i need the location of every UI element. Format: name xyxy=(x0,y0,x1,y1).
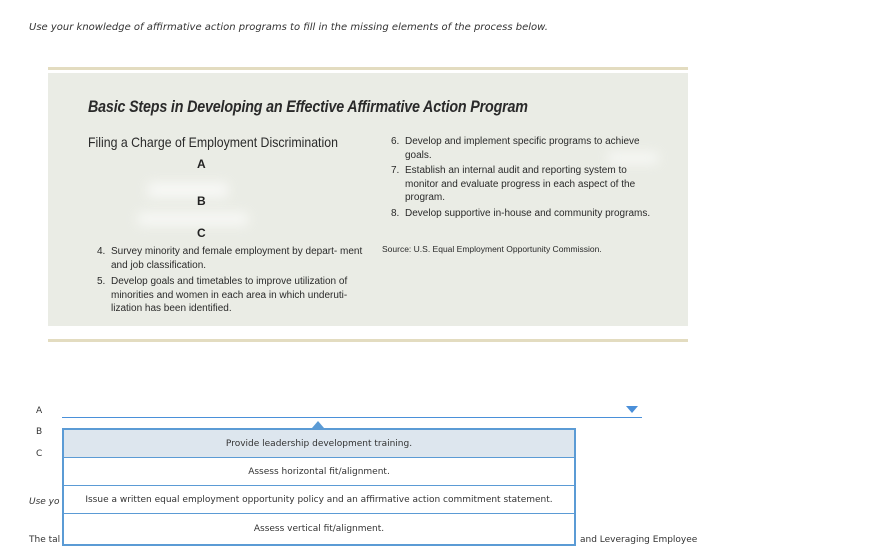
affirmative-action-figure xyxy=(48,73,688,326)
dropdown-option[interactable]: Assess horizontal fit/alignment. xyxy=(64,458,574,486)
blurred-region xyxy=(138,213,248,225)
partial-table-text-end: and Leveraging Employee xyxy=(580,535,698,545)
step-number: 5. xyxy=(97,276,106,287)
partial-table-text: The tal xyxy=(29,535,61,545)
dropdown-option[interactable]: Issue a written equal employment opportunity policy and an affirmative action commitment statement. xyxy=(64,486,574,514)
answer-a-select-line[interactable] xyxy=(62,417,642,418)
partial-instruction-text: Use yo xyxy=(29,497,60,507)
blurred-region xyxy=(148,183,228,197)
step-number: 7. xyxy=(391,165,400,176)
step-8 xyxy=(391,207,653,221)
step-text: Survey minority and female employment by depart- ment and job classification. xyxy=(111,246,363,271)
step-text: Develop goals and timetables to improve utilization of minorities and women in each area in which underuti- lization has been identified. xyxy=(111,276,348,314)
step-4 xyxy=(97,245,367,272)
chevron-down-icon[interactable] xyxy=(626,406,638,413)
dropdown-option[interactable]: Provide leadership development training. xyxy=(64,430,574,458)
popup-caret-icon xyxy=(312,421,324,428)
step-7 xyxy=(391,164,653,205)
figure-top-rule xyxy=(48,67,688,70)
answer-label-a: A xyxy=(36,406,43,416)
step-number: 8. xyxy=(391,208,400,219)
step-number: 6. xyxy=(391,136,400,147)
dropdown-option[interactable]: Assess vertical fit/alignment. xyxy=(253,524,385,534)
figure-subtitle: Filing a Charge of Employment Discrimination xyxy=(88,134,338,150)
figure-letter-a: A xyxy=(197,157,206,171)
answer-label-b: B xyxy=(36,427,43,437)
figure-title: Basic Steps in Developing an Effective Affirmative Action Program xyxy=(88,97,528,116)
step-number: 4. xyxy=(97,246,106,257)
figure-bottom-rule xyxy=(48,339,688,342)
figure-letter-b: B xyxy=(197,194,206,208)
step-text: Establish an internal audit and reporting system to monitor and evaluate progress in each aspect of the program. xyxy=(405,165,636,203)
figure-source: Source: U.S. Equal Employment Opportunity Commission. xyxy=(382,244,602,254)
step-text: Develop and implement specific programs to achieve goals. xyxy=(405,136,640,161)
answer-label-c: C xyxy=(36,449,43,459)
step-5 xyxy=(97,275,367,316)
question-instruction: Use your knowledge of affirmative action programs to fill in the missing elements of the process below. xyxy=(29,22,548,33)
step-6 xyxy=(391,135,659,162)
figure-letter-c: C xyxy=(197,226,206,240)
step-text: Develop supportive in-house and community programs. xyxy=(405,208,651,219)
dropdown-options-popup xyxy=(62,428,576,546)
